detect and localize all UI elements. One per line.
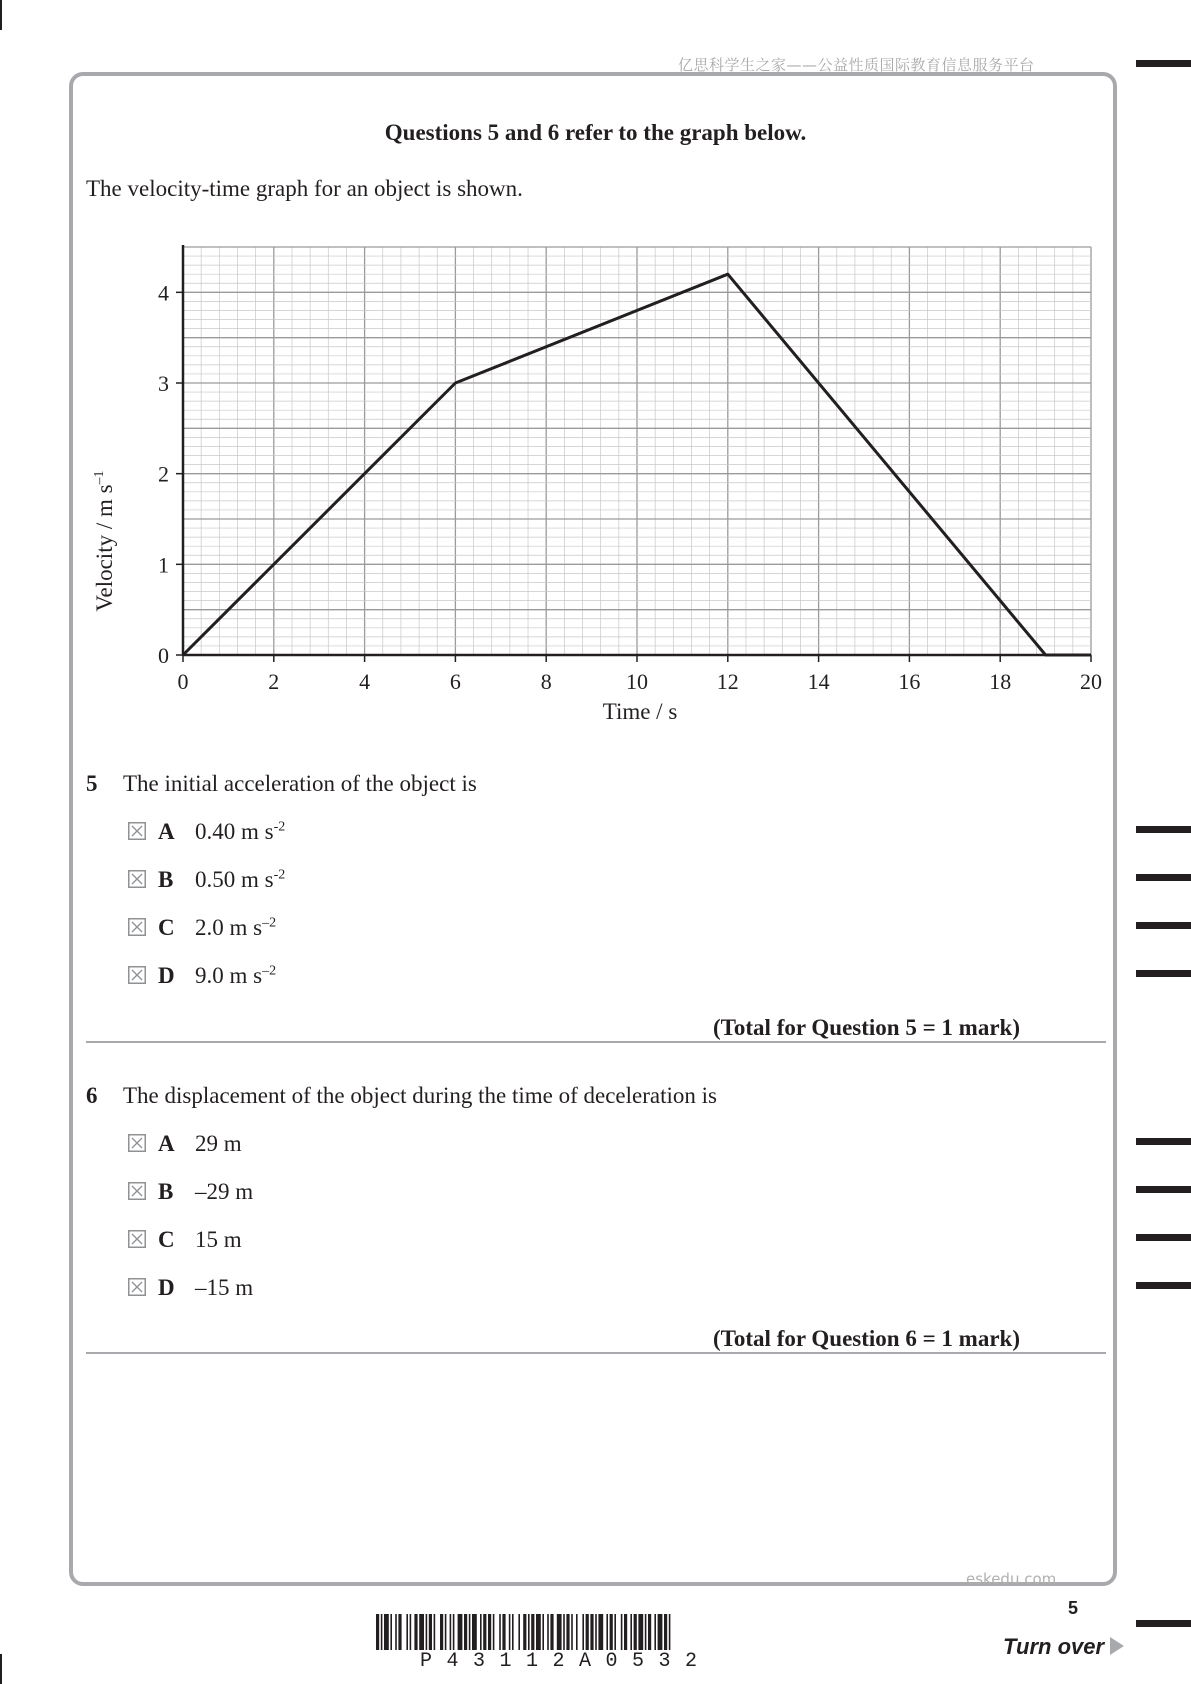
answer-checkbox-icon[interactable] — [128, 870, 146, 888]
barcode-icon — [376, 1614, 812, 1650]
barcode-bar — [669, 1614, 671, 1650]
barcode-bar — [384, 1614, 389, 1650]
option-letter: C — [158, 915, 175, 940]
x-tick-label: 2 — [268, 669, 280, 694]
barcode-bar — [502, 1614, 505, 1650]
barcode-bar — [414, 1614, 417, 1650]
timing-mark — [1136, 1186, 1191, 1193]
barcode-text: P43112A0532 — [420, 1650, 712, 1673]
option-value: 0.50 m $s^{-2}$ — [195, 867, 286, 892]
barcode-bar — [464, 1614, 467, 1650]
barcode-bar — [645, 1614, 647, 1650]
option-letter: D — [158, 1275, 175, 1300]
option-value: 2.0 m $s^{-2}$ — [195, 915, 277, 940]
barcode-bar — [398, 1614, 401, 1650]
section-title: Questions 5 and 6 refer to the graph below. — [384, 120, 807, 145]
barcode-bar — [571, 1614, 573, 1650]
timing-mark — [1136, 1138, 1191, 1145]
x-axis-label: Time / s — [602, 699, 678, 724]
timing-mark — [1136, 826, 1191, 833]
barcode-bar — [410, 1614, 412, 1650]
option-letter: B — [158, 1179, 174, 1204]
question-6-total: (Total for Question 6 = 1 mark) — [713, 1326, 1020, 1351]
answer-checkbox-icon[interactable] — [128, 1278, 146, 1296]
barcode-bar — [566, 1614, 569, 1650]
x-tick-label: 10 — [626, 669, 648, 694]
barcode-bar — [586, 1614, 589, 1650]
barcode-bar — [648, 1614, 651, 1650]
x-tick-label: 0 — [177, 669, 189, 694]
barcode-bar — [536, 1614, 541, 1650]
barcode-bar — [509, 1614, 511, 1650]
y-tick-label: 1 — [158, 552, 169, 578]
option-value: 0.40 m $s^{-2}$ — [195, 819, 286, 844]
question-6-text: The displacement of the object during the time of deceleration is — [123, 1083, 717, 1108]
question-5-total: (Total for Question 5 = 1 mark) — [713, 1015, 1020, 1040]
timing-mark — [1136, 970, 1191, 977]
barcode-bar — [483, 1614, 486, 1650]
question-5-number: 5 — [86, 771, 98, 796]
barcode-bar — [512, 1614, 514, 1650]
y-tick-label: 3 — [158, 371, 169, 396]
barcode-bar — [664, 1614, 667, 1650]
option-value: 15 m — [195, 1227, 242, 1252]
x-tick-label: 8 — [540, 669, 552, 694]
y-tick-label: 0 — [158, 643, 169, 668]
barcode-bar — [624, 1614, 627, 1650]
barcode-bar — [610, 1614, 613, 1650]
barcode-bar — [445, 1614, 447, 1650]
y-axis-label: Velocity / m $s^{-1}$ — [92, 470, 117, 612]
option-value: 9.0 m $s^{-2}$ — [195, 963, 277, 988]
barcode-bar — [390, 1614, 392, 1650]
chart-ticks — [158, 280, 1102, 694]
chart-grid — [183, 247, 1091, 655]
barcode-bar — [469, 1614, 471, 1650]
barcode-bar — [458, 1614, 463, 1650]
option-letter: A — [158, 1131, 175, 1156]
question-divider — [86, 1041, 1106, 1043]
arrow-right-icon — [1110, 1637, 1124, 1655]
barcode-bar — [598, 1614, 603, 1650]
option-value: –15 m — [195, 1275, 254, 1300]
question-6-number: 6 — [86, 1083, 98, 1108]
timing-mark — [1136, 1282, 1191, 1289]
option-value: –29 m — [195, 1179, 254, 1204]
barcode-bar — [450, 1614, 452, 1650]
barcode-bar — [658, 1614, 663, 1650]
option-letter: C — [158, 1227, 175, 1252]
barcode-bar — [528, 1614, 530, 1650]
answer-checkbox-icon[interactable] — [128, 966, 146, 984]
barcode-bar — [395, 1614, 397, 1650]
question-divider — [86, 1352, 1106, 1354]
barcode-bar — [419, 1614, 424, 1650]
crop-mark — [0, 1654, 2, 1684]
x-tick-label: 20 — [1080, 669, 1102, 694]
barcode-bar — [595, 1614, 597, 1650]
option-letter: B — [158, 867, 174, 892]
barcode-bar — [606, 1614, 608, 1650]
barcode-bar — [488, 1614, 491, 1650]
option-value: 29 m — [195, 1131, 242, 1156]
timing-mark — [1136, 874, 1191, 881]
intro-text: The velocity-time graph for an object is shown. — [86, 176, 523, 201]
answer-checkbox-icon[interactable] — [128, 918, 146, 936]
page-number: 5 — [1068, 1598, 1079, 1618]
barcode-bar — [472, 1614, 477, 1650]
x-tick-label: 12 — [716, 669, 739, 694]
timing-mark — [1136, 922, 1191, 929]
x-tick-label: 16 — [898, 669, 921, 694]
barcode-bar — [614, 1614, 616, 1650]
barcode-bar — [381, 1614, 383, 1650]
barcode-bar — [557, 1614, 562, 1650]
header-note: 亿思科学生之家——公益性质国际教育信息服务平台 — [678, 56, 1035, 74]
x-tick-label: 14 — [807, 669, 830, 694]
barcode-bar — [563, 1614, 565, 1650]
barcode-bar — [434, 1614, 436, 1650]
barcode-bar — [440, 1614, 443, 1650]
answer-checkbox-icon[interactable] — [128, 1182, 146, 1200]
barcode-bar — [547, 1614, 549, 1650]
barcode-bar — [453, 1614, 455, 1650]
velocity-time-graph — [80, 230, 1120, 730]
timing-mark — [1136, 60, 1191, 67]
x-tick-label: 6 — [449, 669, 461, 694]
barcode-bar — [493, 1614, 495, 1650]
barcode-bar — [638, 1614, 643, 1650]
barcode-bar — [550, 1614, 553, 1650]
barcode-bar — [499, 1614, 501, 1650]
timing-mark — [1136, 1620, 1191, 1627]
barcode-bar — [630, 1614, 632, 1650]
barcode-bar — [429, 1614, 432, 1650]
question-5-text: The initial acceleration of the object is — [123, 771, 477, 796]
barcode-bar — [376, 1614, 379, 1650]
barcode-bar — [590, 1614, 593, 1650]
option-letter: A — [158, 819, 175, 844]
watermark: eskedu.com — [966, 1570, 1057, 1588]
answer-checkbox-icon[interactable] — [128, 1230, 146, 1248]
barcode-bar — [523, 1614, 526, 1650]
barcode-bar — [542, 1614, 544, 1650]
barcode-bar — [621, 1614, 623, 1650]
barcode-bar — [480, 1614, 482, 1650]
y-tick-label: 4 — [158, 280, 169, 306]
barcode-bar — [576, 1614, 578, 1650]
barcode-bar — [426, 1614, 428, 1650]
y-tick-label: 2 — [158, 461, 169, 487]
crop-mark — [0, 0, 2, 30]
barcode-bar — [531, 1614, 534, 1650]
x-tick-label: 18 — [989, 669, 1012, 694]
x-tick-label: 4 — [359, 669, 371, 694]
barcode-bar — [582, 1614, 584, 1650]
barcode-bar — [654, 1614, 656, 1650]
barcode-bar — [406, 1614, 408, 1650]
timing-mark — [1136, 1234, 1191, 1241]
answer-checkbox-icon[interactable] — [128, 822, 146, 840]
answer-checkbox-icon[interactable] — [128, 1134, 146, 1152]
barcode-bar — [634, 1614, 637, 1650]
option-letter: D — [158, 963, 175, 988]
turn-over-label: Turn over — [1003, 1634, 1105, 1659]
barcode-bar — [518, 1614, 520, 1650]
